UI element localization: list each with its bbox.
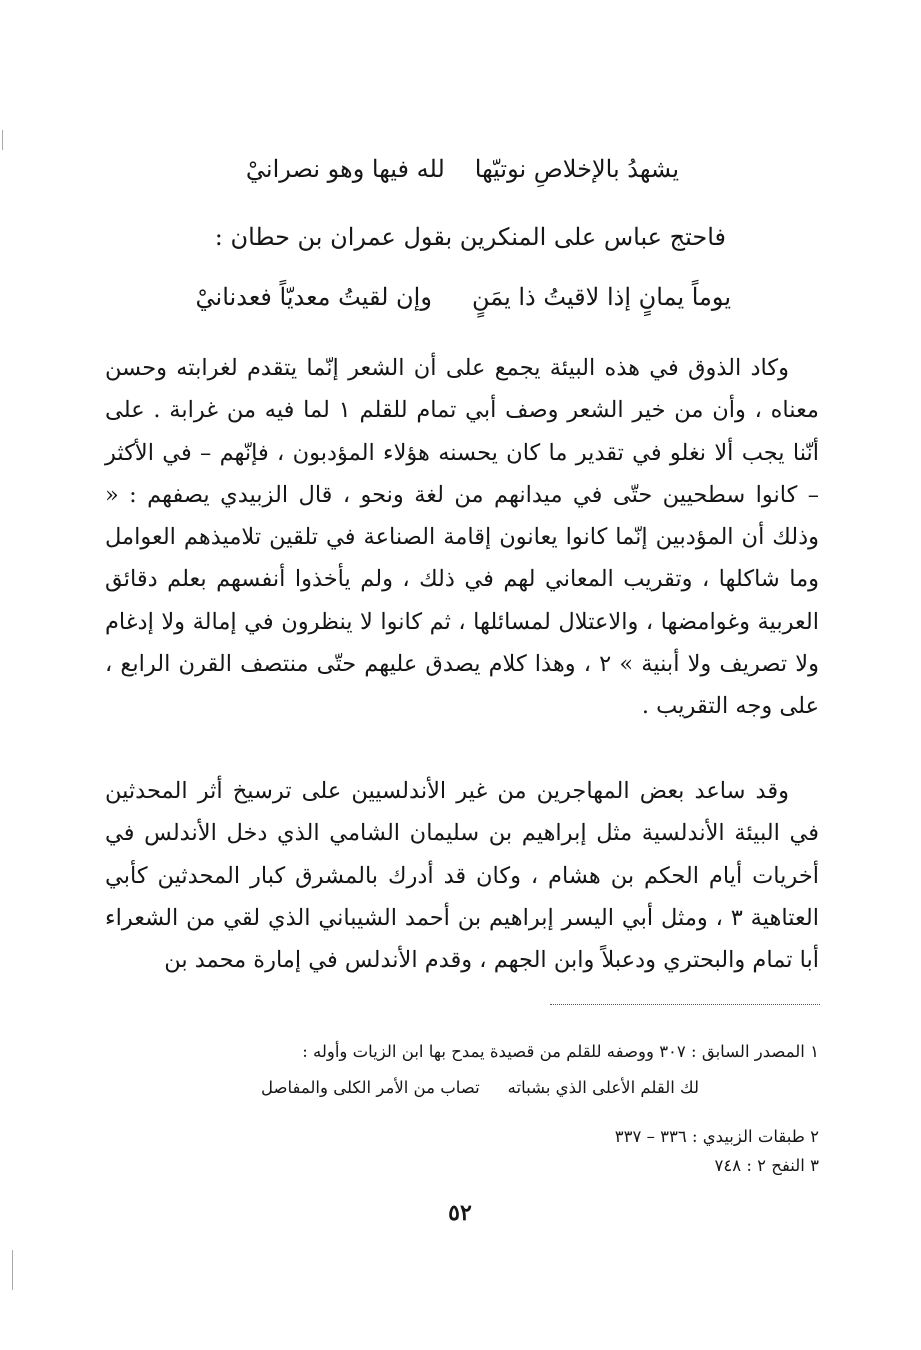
footnote-3: ٣ النفح ٢ : ٧٤٨ xyxy=(714,1156,819,1175)
verse-1-first-hemistich: يشهدُ بالإخلاصِ نوتيّها xyxy=(474,155,679,183)
body-paragraph-2: وقد ساعد بعض المهاجرين من غير الأندلسيين على ترسيخ أثر المحدثين في البيئة الأندلسية مثل إبراهيم بن سليمان الشامي الذي دخل الأندلس في أخريات أيام الحكم بن هشام ، وكان قد أدرك بالمشرق كبار المحدثين كأبي العتاهية ٣ ، ومثل أبي اليسر إبراهيم بن أحمد الشيباني الذي لقي من الشعراء أبا تمام والبحتري ودعبلاً وابن الجهم ، وقدم الأندلس في إمارة محمد بن xyxy=(105,778,819,974)
footnote-1-verse xyxy=(261,1076,699,1100)
verse-2-second-hemistich: وإن لقيتُ معديّاً فعدنانيْ xyxy=(195,283,432,311)
scan-edge-mark-top xyxy=(2,130,3,150)
verse-1-second-hemistich: لله فيها وهو نصرانيْ xyxy=(245,155,445,183)
body-paragraph-1: وكاد الذوق في هذه البيئة يجمع على أن الشعر إنّما يتقدم لغرابته وحسن معناه ، وأن من خير الشعر وصف أبي تمام للقلم ١ لما فيه من غرابة . على أنّنا يجب ألا نغلو في تقدير ما كان يحسنه هؤلاء المؤدبون ، فإنّهم – في الأكثر – كانوا سطحيين حتّى في ميدانهم من لغة ونحو ، قال الزبيدي يصفهم : « وذلك أن المؤدبين إنّما كانوا يعانون إقامة الصناعة في تلقين تلاميذهم العوامل وما شاكلها ، وتقريب المعاني لهم في ذلك ، ولم يأخذوا أنفسهم بعلم دقائق العربية وغوامضها ، والاعتلال لمسائلها ، ثم كانوا لا ينظرون في إمالة ولا إدغام ولا تصريف ولا أبنية » ٢ ، وهذا كلام يصدق عليهم حتّى منتصف القرن الرابع ، على وجه التقريب . xyxy=(105,355,820,720)
footnote-1-verse-first-hemistich: لك القلم الأعلى الذي بشباته xyxy=(507,1078,699,1097)
verse-2-first-hemistich: يوماً يمانٍ إذا لاقيتُ ذا يمَنٍ xyxy=(471,283,731,311)
body-paragraph-1-block xyxy=(105,347,819,728)
footnote-1: ١ المصدر السابق : ٣٠٧ ووصفه للقلم من قصيدة يمدح بها ابن الزيات وأوله : xyxy=(302,1042,819,1061)
verse-intro-line: فاحتج عباس على المنكرين بقول عمران بن حطان : xyxy=(214,223,726,251)
scan-edge-mark-bottom xyxy=(12,1250,13,1290)
footnote-separator xyxy=(550,1004,820,1005)
verse-line-1 xyxy=(246,152,679,186)
footnote-1-verse-second-hemistich: تصاب من الأمر الكلى والمفاصل xyxy=(260,1078,480,1097)
footnote-2: ٢ طبقات الزبيدي : ٣٣٦ – ٣٣٧ xyxy=(614,1127,819,1146)
page-number: ٥٢ xyxy=(448,1200,472,1226)
verse-line-2 xyxy=(196,280,731,314)
body-paragraph-2-block xyxy=(105,770,819,981)
